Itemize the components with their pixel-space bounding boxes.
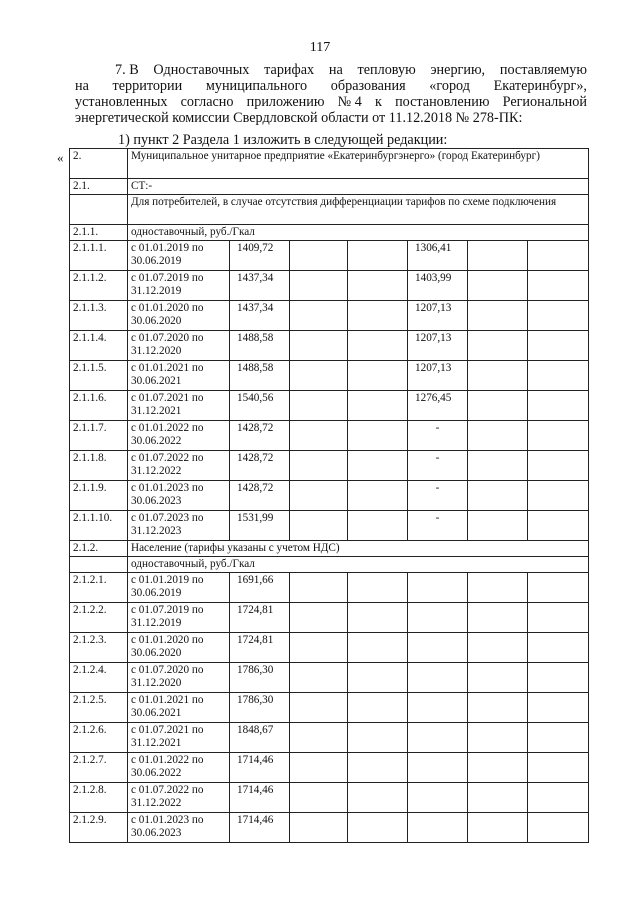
tariff-value-2: 1306,41 bbox=[408, 241, 468, 271]
empty-cell bbox=[528, 603, 589, 633]
tariff-value: 1786,30 bbox=[230, 693, 290, 723]
unit-row bbox=[70, 557, 589, 573]
empty-cell bbox=[468, 603, 528, 633]
tariff-value-2 bbox=[408, 603, 468, 633]
word: муниципального bbox=[205, 78, 308, 94]
row-number: 2.1.1. bbox=[70, 225, 128, 241]
row-number: 2.1.2.1. bbox=[70, 573, 128, 603]
empty-cell bbox=[348, 451, 408, 481]
empty-cell bbox=[528, 753, 589, 783]
period-cell: с 01.07.2020 по 31.12.2020 bbox=[128, 663, 230, 693]
word: Региональной bbox=[502, 94, 587, 110]
tariff-value-2: 1207,13 bbox=[408, 301, 468, 331]
word: 7. В bbox=[115, 62, 139, 78]
tariff-value-2: - bbox=[408, 421, 468, 451]
empty-cell bbox=[468, 813, 528, 843]
empty-cell bbox=[290, 573, 348, 603]
empty-cell bbox=[528, 331, 589, 361]
word: «город bbox=[429, 78, 470, 94]
row-number: 2.1.2.4. bbox=[70, 663, 128, 693]
word: территории bbox=[112, 78, 183, 94]
tariff-row bbox=[70, 603, 589, 633]
row-number: 2.1.1.9. bbox=[70, 481, 128, 511]
row-number-empty bbox=[70, 557, 128, 573]
empty-cell bbox=[290, 723, 348, 753]
tariff-value-2 bbox=[408, 633, 468, 663]
period-cell: с 01.01.2022 по 30.06.2022 bbox=[128, 421, 230, 451]
empty-cell bbox=[468, 511, 528, 541]
empty-cell bbox=[468, 331, 528, 361]
tariff-row bbox=[70, 271, 589, 301]
tariff-row bbox=[70, 361, 589, 391]
empty-cell bbox=[528, 421, 589, 451]
tariff-value-2 bbox=[408, 663, 468, 693]
empty-cell bbox=[348, 271, 408, 301]
empty-cell bbox=[528, 573, 589, 603]
intro-paragraph bbox=[75, 62, 587, 126]
tariff-value-2: - bbox=[408, 511, 468, 541]
tariff-value: 1714,46 bbox=[230, 753, 290, 783]
empty-cell bbox=[468, 271, 528, 301]
empty-cell bbox=[290, 361, 348, 391]
intro-line bbox=[75, 78, 587, 94]
tariff-value-2: 1207,13 bbox=[408, 331, 468, 361]
row-number: 2.1.1.10. bbox=[70, 511, 128, 541]
tariff-value-2: 1207,13 bbox=[408, 361, 468, 391]
tariff-row bbox=[70, 331, 589, 361]
empty-cell bbox=[348, 693, 408, 723]
tariff-value: 1428,72 bbox=[230, 481, 290, 511]
row-number: 2.1.1.3. bbox=[70, 301, 128, 331]
empty-cell bbox=[348, 421, 408, 451]
tariff-value: 1488,58 bbox=[230, 361, 290, 391]
empty-cell bbox=[528, 481, 589, 511]
row-number: 2.1.2.6. bbox=[70, 723, 128, 753]
row-number: 2.1.1.5. bbox=[70, 361, 128, 391]
tariff-value: 1437,34 bbox=[230, 301, 290, 331]
row-number: 2.1.1.8. bbox=[70, 451, 128, 481]
empty-cell bbox=[348, 753, 408, 783]
empty-cell bbox=[468, 753, 528, 783]
tariff-row bbox=[70, 511, 589, 541]
empty-cell bbox=[528, 663, 589, 693]
word: поставляемую bbox=[499, 62, 587, 78]
tariff-value-2 bbox=[408, 693, 468, 723]
empty-cell bbox=[348, 663, 408, 693]
word: тепловую bbox=[357, 62, 416, 78]
empty-cell bbox=[468, 693, 528, 723]
empty-cell bbox=[528, 633, 589, 663]
opening-quote-mark: « bbox=[57, 150, 64, 165]
tariff-value: 1540,56 bbox=[230, 391, 290, 421]
empty-cell bbox=[348, 633, 408, 663]
period-cell: с 01.07.2021 по 31.12.2021 bbox=[128, 723, 230, 753]
empty-cell bbox=[348, 391, 408, 421]
unit-row bbox=[70, 225, 589, 241]
empty-cell bbox=[290, 391, 348, 421]
intro-line bbox=[75, 94, 587, 110]
intro-line bbox=[75, 62, 587, 78]
period-cell: с 01.01.2023 по 30.06.2023 bbox=[128, 481, 230, 511]
empty-cell bbox=[290, 783, 348, 813]
empty-cell bbox=[348, 331, 408, 361]
period-cell: с 01.07.2023 по 31.12.2023 bbox=[128, 511, 230, 541]
empty-cell bbox=[528, 813, 589, 843]
tariff-value-2 bbox=[408, 753, 468, 783]
empty-cell bbox=[468, 301, 528, 331]
tariff-row bbox=[70, 813, 589, 843]
empty-cell bbox=[528, 723, 589, 753]
word: энергетической комиссии Свердловской области от 11.12.2018 № 278-ПК: bbox=[75, 110, 523, 126]
tariff-value: 1488,58 bbox=[230, 331, 290, 361]
row-number: 2.1.2. bbox=[70, 541, 128, 557]
tariff-value-2 bbox=[408, 813, 468, 843]
empty-cell bbox=[290, 693, 348, 723]
empty-cell bbox=[290, 481, 348, 511]
period-cell: с 01.07.2020 по 31.12.2020 bbox=[128, 331, 230, 361]
st-label: СТ:- bbox=[128, 179, 589, 195]
tariff-value: 1409,72 bbox=[230, 241, 290, 271]
word: на bbox=[75, 78, 89, 94]
tariff-row bbox=[70, 241, 589, 271]
tariff-row bbox=[70, 481, 589, 511]
empty-cell bbox=[290, 603, 348, 633]
intro-line bbox=[75, 110, 587, 126]
empty-cell bbox=[290, 331, 348, 361]
tariff-row bbox=[70, 421, 589, 451]
empty-cell bbox=[290, 511, 348, 541]
empty-cell bbox=[468, 391, 528, 421]
tariff-value: 1724,81 bbox=[230, 603, 290, 633]
empty-cell bbox=[528, 361, 589, 391]
empty-cell bbox=[528, 271, 589, 301]
empty-cell bbox=[290, 753, 348, 783]
tariff-row bbox=[70, 783, 589, 813]
tariff-value: 1691,66 bbox=[230, 573, 290, 603]
word: согласно bbox=[180, 94, 234, 110]
period-cell: с 01.01.2021 по 30.06.2021 bbox=[128, 693, 230, 723]
period-cell: с 01.07.2019 по 31.12.2019 bbox=[128, 271, 230, 301]
word: Одноставочных bbox=[153, 62, 250, 78]
tariff-value-2: - bbox=[408, 451, 468, 481]
empty-cell bbox=[348, 603, 408, 633]
population-label: Население (тарифы указаны с учетом НДС) bbox=[128, 541, 589, 557]
period-cell: с 01.01.2019 по 30.06.2019 bbox=[128, 573, 230, 603]
word: № 4 bbox=[337, 94, 362, 110]
row-number: 2.1.1.4. bbox=[70, 331, 128, 361]
tariff-value: 1428,72 bbox=[230, 451, 290, 481]
tariff-row bbox=[70, 633, 589, 663]
empty-cell bbox=[528, 391, 589, 421]
empty-cell bbox=[468, 573, 528, 603]
empty-cell bbox=[348, 813, 408, 843]
unit-label: одноставочный, руб./Гкал bbox=[128, 225, 589, 241]
row-number: 2.1.1.7. bbox=[70, 421, 128, 451]
row-number: 2.1.2.3. bbox=[70, 633, 128, 663]
tariff-row bbox=[70, 301, 589, 331]
word: Екатеринбург», bbox=[493, 78, 587, 94]
empty-cell bbox=[528, 693, 589, 723]
tariff-value: 1848,67 bbox=[230, 723, 290, 753]
period-cell: с 01.01.2020 по 30.06.2020 bbox=[128, 633, 230, 663]
word: тарифах bbox=[264, 62, 315, 78]
word: постановлению bbox=[395, 94, 490, 110]
row-number: 2.1.2.2. bbox=[70, 603, 128, 633]
empty-cell bbox=[290, 421, 348, 451]
page-number: 117 bbox=[309, 40, 331, 55]
tariff-table-body bbox=[70, 149, 589, 843]
tariff-value: 1428,72 bbox=[230, 421, 290, 451]
period-cell: с 01.01.2021 по 30.06.2021 bbox=[128, 361, 230, 391]
tariff-row bbox=[70, 693, 589, 723]
tariff-value-2 bbox=[408, 723, 468, 753]
word: энергию, bbox=[430, 62, 486, 78]
empty-cell bbox=[290, 663, 348, 693]
tariff-row bbox=[70, 573, 589, 603]
empty-cell bbox=[348, 361, 408, 391]
row-number: 2.1.1.2. bbox=[70, 271, 128, 301]
tariff-value: 1714,46 bbox=[230, 813, 290, 843]
tariff-value: 1724,81 bbox=[230, 633, 290, 663]
empty-cell bbox=[348, 241, 408, 271]
row-number: 2.1. bbox=[70, 179, 128, 195]
word: к bbox=[374, 94, 382, 110]
row-number: 2.1.1.1. bbox=[70, 241, 128, 271]
empty-cell bbox=[468, 783, 528, 813]
period-cell: с 01.01.2019 по 30.06.2019 bbox=[128, 241, 230, 271]
empty-cell bbox=[468, 481, 528, 511]
tariff-row bbox=[70, 753, 589, 783]
row-number: 2.1.2.8. bbox=[70, 783, 128, 813]
empty-cell bbox=[290, 451, 348, 481]
org-row bbox=[70, 149, 589, 179]
empty-cell bbox=[348, 511, 408, 541]
row-number-empty bbox=[70, 195, 128, 225]
tariff-table bbox=[69, 148, 589, 843]
empty-cell bbox=[468, 361, 528, 391]
word: образования bbox=[330, 78, 406, 94]
empty-cell bbox=[468, 451, 528, 481]
tariff-value-2 bbox=[408, 783, 468, 813]
period-cell: с 01.01.2020 по 30.06.2020 bbox=[128, 301, 230, 331]
empty-cell bbox=[468, 633, 528, 663]
empty-cell bbox=[348, 573, 408, 603]
empty-cell bbox=[290, 633, 348, 663]
period-cell: с 01.07.2022 по 31.12.2022 bbox=[128, 451, 230, 481]
empty-cell bbox=[468, 421, 528, 451]
empty-cell bbox=[290, 813, 348, 843]
empty-cell bbox=[290, 241, 348, 271]
unit-label: одноставочный, руб./Гкал bbox=[128, 557, 589, 573]
tariff-row bbox=[70, 663, 589, 693]
row-number: 2.1.2.7. bbox=[70, 753, 128, 783]
empty-cell bbox=[528, 451, 589, 481]
empty-cell bbox=[348, 481, 408, 511]
empty-cell bbox=[468, 723, 528, 753]
word: приложению bbox=[246, 94, 325, 110]
tariff-value-2: 1276,45 bbox=[408, 391, 468, 421]
consumers-row bbox=[70, 195, 589, 225]
tariff-value: 1786,30 bbox=[230, 663, 290, 693]
row-number: 2.1.2.9. bbox=[70, 813, 128, 843]
tariff-value: 1437,34 bbox=[230, 271, 290, 301]
period-cell: с 01.07.2019 по 31.12.2019 bbox=[128, 603, 230, 633]
period-cell: с 01.07.2022 по 31.12.2022 bbox=[128, 783, 230, 813]
tariff-row bbox=[70, 391, 589, 421]
population-row bbox=[70, 541, 589, 557]
consumers-label: Для потребителей, в случае отсутствия дифференциации тарифов по схеме подключения bbox=[128, 195, 589, 225]
row-number: 2. bbox=[70, 149, 128, 179]
period-cell: с 01.07.2021 по 31.12.2021 bbox=[128, 391, 230, 421]
org-name: Муниципальное унитарное предприятие «Екатеринбургэнерго» (город Екатеринбург) bbox=[128, 149, 589, 179]
empty-cell bbox=[290, 301, 348, 331]
empty-cell bbox=[528, 241, 589, 271]
tariff-value: 1714,46 bbox=[230, 783, 290, 813]
word: установленных bbox=[75, 94, 168, 110]
empty-cell bbox=[528, 301, 589, 331]
tariff-value-2 bbox=[408, 573, 468, 603]
st-row bbox=[70, 179, 589, 195]
period-cell: с 01.01.2022 по 30.06.2022 bbox=[128, 753, 230, 783]
empty-cell bbox=[468, 663, 528, 693]
empty-cell bbox=[468, 241, 528, 271]
empty-cell bbox=[348, 723, 408, 753]
row-number: 2.1.1.6. bbox=[70, 391, 128, 421]
empty-cell bbox=[290, 271, 348, 301]
tariff-row bbox=[70, 723, 589, 753]
tariff-value-2: - bbox=[408, 481, 468, 511]
word: на bbox=[328, 62, 343, 78]
empty-cell bbox=[528, 783, 589, 813]
tariff-row bbox=[70, 451, 589, 481]
row-number: 2.1.2.5. bbox=[70, 693, 128, 723]
tariff-value: 1531,99 bbox=[230, 511, 290, 541]
instruction-text: 1) пункт 2 Раздела 1 изложить в следующей редакции: bbox=[118, 132, 448, 148]
empty-cell bbox=[528, 511, 589, 541]
empty-cell bbox=[348, 301, 408, 331]
period-cell: с 01.01.2023 по 30.06.2023 bbox=[128, 813, 230, 843]
empty-cell bbox=[348, 783, 408, 813]
tariff-value-2: 1403,99 bbox=[408, 271, 468, 301]
